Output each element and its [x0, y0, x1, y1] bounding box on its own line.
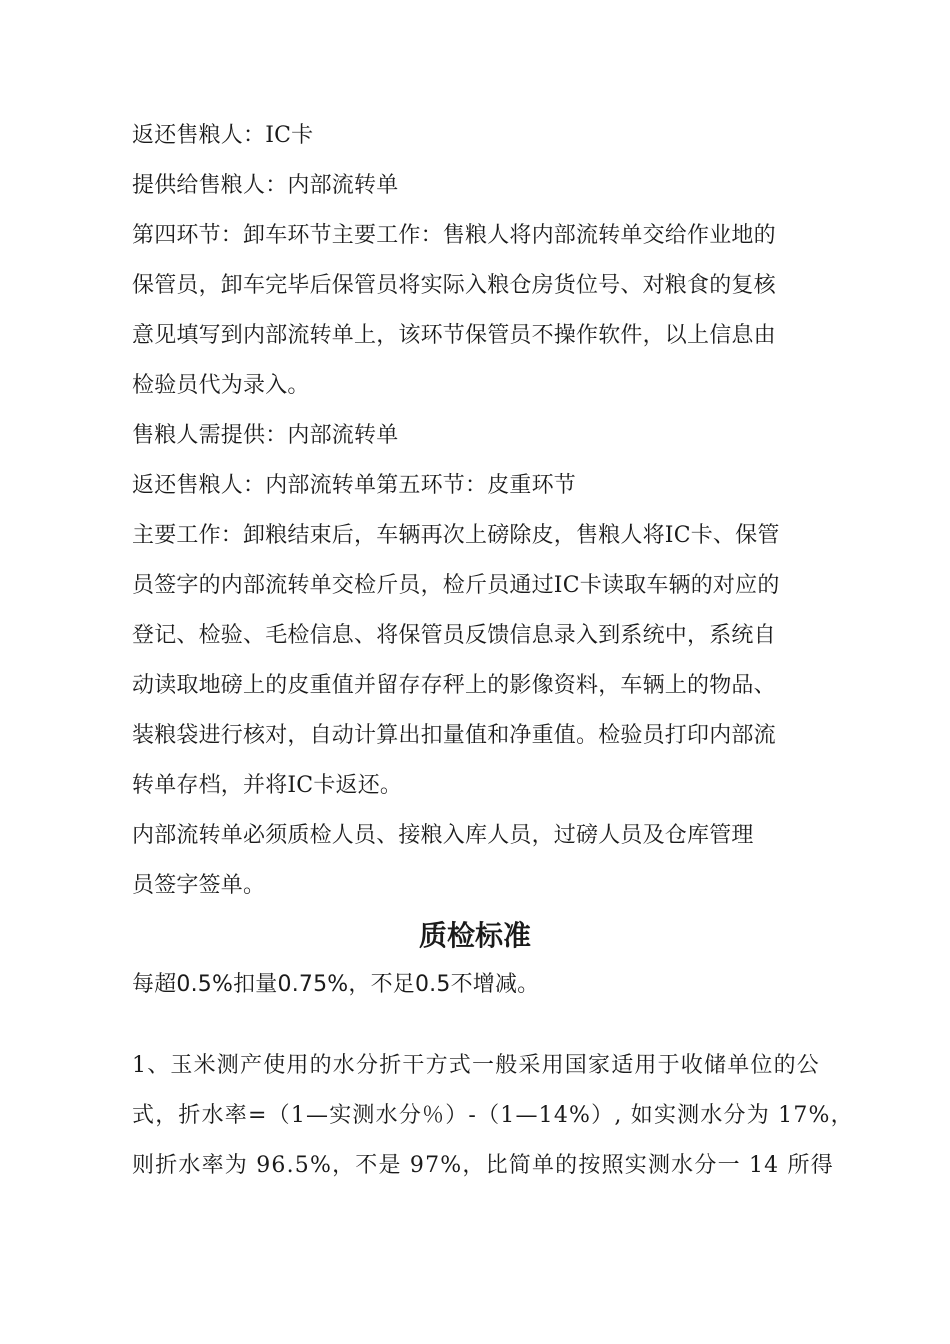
paragraph-line: 保管员，卸车完毕后保管员将实际入粮仓房货位号、对粮食的复核 — [132, 273, 776, 298]
paragraph-line: 装粮袋进行核对，自动计算出扣量值和净重值。检验员打印内部流 — [132, 723, 776, 748]
item-line: 式，折水率=（1—实测水分％）-（1—14%）, 如实测水分为 17%， — [132, 1103, 854, 1128]
paragraph-line: 转单存档，并将IC卡返还。 — [132, 773, 403, 798]
paragraph-line: 第四环节：卸车环节主要工作：售粮人将内部流转单交给作业地的 — [132, 223, 776, 248]
paragraph-line: 返还售粮人：IC卡 — [132, 123, 314, 148]
paragraph-line: 员签字的内部流转单交检斤员，检斤员通过IC卡读取车辆的对应的 — [132, 573, 780, 598]
paragraph-line: 内部流转单必须质检人员、接粮入库人员，过磅人员及仓库管理 — [132, 823, 754, 848]
item-line: 1、玉米测产使用的水分折干方式一般采用国家适用于收储单位的公 — [132, 1053, 820, 1078]
paragraph-line: 提供给售粮人：内部流转单 — [132, 173, 399, 198]
paragraph-line: 检验员代为录入。 — [132, 373, 310, 398]
item-line: 则折水率为 96.5%，不是 97%，比简单的按照实测水分一 14 所得 — [132, 1153, 834, 1178]
paragraph-line: 售粮人需提供：内部流转单 — [132, 423, 399, 448]
paragraph-line: 意见填写到内部流转单上，该环节保管员不操作软件，以上信息由 — [132, 323, 776, 348]
section-title: 质检标准 — [418, 919, 531, 952]
paragraph-line: 登记、检验、毛检信息、将保管员反馈信息录入到系统中，系统自 — [132, 623, 776, 648]
standard-line: 每超0.5%扣量0.75%，不足0.5不增减。 — [132, 972, 540, 997]
paragraph-line: 员签字签单。 — [132, 873, 266, 898]
paragraph-line: 返还售粮人：内部流转单第五环节：皮重环节 — [132, 473, 577, 498]
paragraph-line: 动读取地磅上的皮重值并留存存秤上的影像资料，车辆上的物品、 — [132, 673, 776, 698]
paragraph-line: 主要工作：卸粮结束后，车辆再次上磅除皮，售粮人将IC卡、保管 — [132, 523, 780, 548]
